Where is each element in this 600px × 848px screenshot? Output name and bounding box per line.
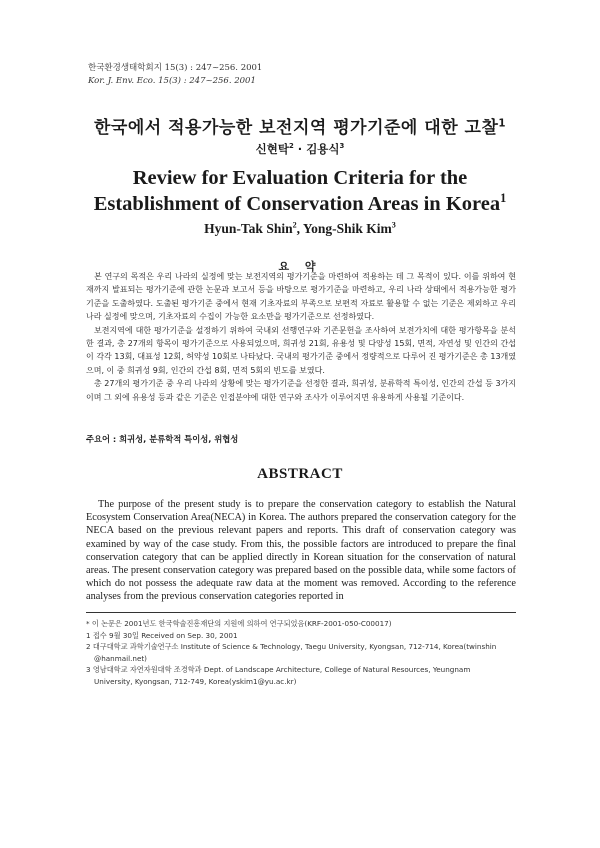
- author-en-2-mark: 3: [391, 220, 396, 230]
- abstract-paragraph: The purpose of the present study is to prepare the conservation category to establish the Natural Ecosystem Conservation Area(NECA) in Korea. The authors prepared the conservation category for the NECA based on the previous relevant papers and reports. This draft of conservation category was examined by way of the case study. From this, the possible factors are introduced to prepare the final conservation category that can be applied directly in Korean situation for the conservation of natural areas. The present conservation category was prepared based on the possible data, while some factors of which do not possess the adequate raw data at the moment was removed. According to the reference analyses from the previous conservation categories reported in: [86, 499, 516, 603]
- author-en-1: Hyun-Tak Shin: [204, 221, 293, 236]
- summary-paragraph-2: 보전지역에 대한 평가기준을 설정하기 위하여 국내외 선행연구와 기존문헌을 조사하여 보전가치에 대한 평가항목을 분석한 결과, 총 27개의 항목이 평가기준으로 사용되었으며, 희귀성 21회, 유용성 및 다양성 15회, 면적, 자연성 및 인간의 간섭이 각각 13회, 대표성 12회, 허약성 10회로 나타났다. 국내의 평가기준 중에서 정량적으로 다루어 진 평가기준은 총 13개였으며, 이 중 희귀성 9회, 인간의 간섭 8회, 면적 5회의 빈도를 보였다.: [86, 325, 516, 375]
- title-en-footnote-mark: 1: [500, 191, 507, 206]
- journal-citation-ko: 한국환경생태학회지 15(3) : 247~256. 2001: [88, 63, 263, 73]
- journal-citation-en: Kor. J. Env. Eco. 15(3) : 247~256. 2001: [88, 76, 256, 86]
- summary-paragraph-3: 총 27개의 평가기준 중 우리 나라의 상황에 맞는 평가기준을 선정한 결과, 희귀성, 분류학적 특이성, 인간의 간섭 등 3가지이며 그 외에 유용성 등과 같은 기준은 인접분야에 대한 연구와 조사가 이루어지면 유용하게 사용될 기준이다.: [86, 379, 516, 402]
- paper-title-ko-text: 한국에서 적용가능한 보전지역 평가기준에 대한 고찰: [94, 118, 499, 138]
- journal-header: [88, 62, 262, 88]
- footnote-received: 1 접수 9월 30일 Received on Sep. 30, 2001: [86, 630, 238, 640]
- summary-body: [86, 270, 516, 404]
- author-ko-1-mark: 2: [289, 142, 294, 151]
- footnote-author-2: 3 영남대학교 자연자원대학 조경학과 Dept. of Landscape Architecture, College of Natural Resources, Yeungnam: [86, 665, 471, 675]
- author-en-2: Yong-Shik Kim: [302, 221, 392, 236]
- footnote-author-1-email: @hanmail.net): [94, 653, 147, 663]
- author-en-1-mark: 2: [292, 220, 297, 230]
- authors-en: [0, 221, 600, 237]
- author-ko-2: 김용식: [306, 142, 340, 156]
- paper-title-en-line2: Establishment of Conservation Areas in Korea: [93, 193, 501, 215]
- footnote-author-1: 2 대구대학교 과학기술연구소 Institute of Science & Technology, Taegu University, Kyongsan, 712-714, Korea(twinshin: [86, 642, 497, 652]
- paper-title-en-line2-wrap: [0, 191, 600, 217]
- summary-heading: 요 약: [278, 260, 322, 273]
- footnote-divider: [86, 612, 516, 613]
- summary-paragraph-1: 본 연구의 목적은 우리 나라의 실정에 맞는 보전지역의 평가기준을 마련하여 적용하는 데 그 목적이 있다. 이를 위하여 현재까지 발표되는 평가기준에 관한 논문과 보고서 등을 바탕으로 평가기준을 마련하고, 우리 나라 상태에서 적용가능한 평가기준을 도출하였다. 도출된 평가기준 중에서 현재 기초자료의 부족으로 보편적 자료로 활용할 수 없는 기준은 제외하고 우리 나라 실정에 맞으며, 기초자료의 수집이 가능한 요소만을 평가기준으로 선정하였다.: [86, 272, 516, 322]
- footnote-funding: * 이 논문은 2001년도 한국학술진흥재단의 지원에 의하여 연구되었음(KRF-2001-050-C00017): [86, 619, 392, 628]
- author-ko-1: 신현탁: [255, 142, 289, 156]
- paper-title-ko: [0, 113, 600, 138]
- keywords: 주요어 : 희귀성, 분류학적 특이성, 위협성: [86, 434, 239, 444]
- author-ko-separator: ·: [293, 142, 307, 156]
- abstract-heading: ABSTRACT: [257, 466, 343, 482]
- paper-title-en-line1: Review for Evaluation Criteria for the: [132, 167, 468, 189]
- author-ko-2-mark: 3: [339, 142, 345, 151]
- abstract-body: [86, 498, 516, 604]
- footnotes: [86, 618, 526, 688]
- paper-title-en: [0, 165, 600, 217]
- title-ko-footnote-mark: 1: [498, 118, 506, 130]
- author-en-separator: ,: [296, 221, 303, 236]
- footnote-author-2-cont: University, Kyongsan, 712-749, Korea(yskim1@yu.ac.kr): [94, 676, 297, 686]
- authors-ko: [0, 141, 600, 157]
